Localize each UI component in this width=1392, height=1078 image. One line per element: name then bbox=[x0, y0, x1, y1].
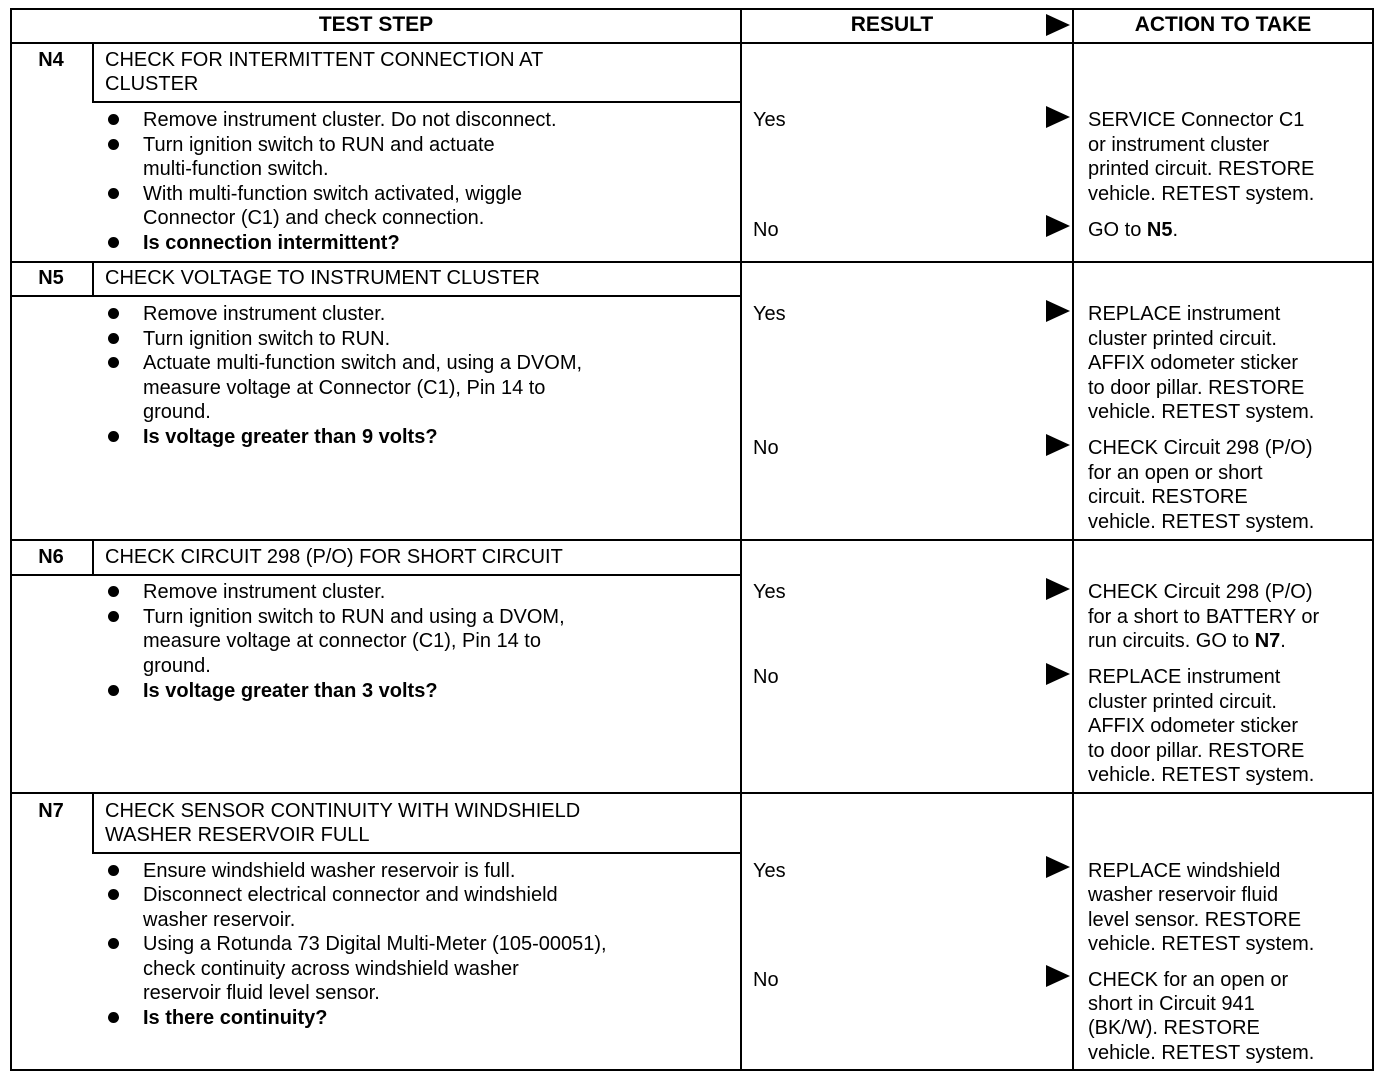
action-text: . bbox=[1280, 630, 1286, 652]
step-id-n7: N7 bbox=[38, 800, 64, 822]
bullet-icon bbox=[108, 237, 119, 248]
step-id-n4: N4 bbox=[38, 49, 64, 71]
stepno-divider-n6 bbox=[92, 539, 94, 576]
result-arrow-icon bbox=[1046, 965, 1070, 987]
stepno-underline-n5 bbox=[10, 295, 742, 297]
action-text: for a short to BATTERY or bbox=[1088, 606, 1320, 628]
result-yes-n4: Yes bbox=[753, 109, 786, 131]
action-text: cluster printed circuit. bbox=[1088, 328, 1277, 350]
action-text: vehicle. RETEST system. bbox=[1088, 401, 1315, 423]
bullet-icon bbox=[108, 1012, 119, 1023]
step-question: Is connection intermittent? bbox=[143, 232, 400, 254]
result-arrow-icon bbox=[1046, 663, 1070, 685]
action-text: CHECK Circuit 298 (P/O) bbox=[1088, 581, 1313, 603]
step-title-n6: CHECK CIRCUIT 298 (P/O) FOR SHORT CIRCUIT bbox=[105, 546, 563, 568]
header-arrow-icon bbox=[1046, 14, 1070, 36]
step-instruction: ground. bbox=[143, 401, 211, 423]
stepno-divider-n5 bbox=[92, 261, 94, 297]
action-text: to door pillar. RESTORE bbox=[1088, 740, 1305, 762]
result-arrow-icon bbox=[1046, 578, 1070, 600]
step-instruction: Using a Rotunda 73 Digital Multi-Meter (105-00051), bbox=[143, 933, 607, 955]
action-text: cluster printed circuit. bbox=[1088, 691, 1277, 713]
result-arrow-icon bbox=[1046, 106, 1070, 128]
action-text: vehicle. RETEST system. bbox=[1088, 511, 1315, 533]
stepno-divider-n7 bbox=[92, 792, 94, 854]
result-arrow-icon bbox=[1046, 300, 1070, 322]
bullet-icon bbox=[108, 188, 119, 199]
action-text: level sensor. RESTORE bbox=[1088, 909, 1302, 931]
step-question: Is there continuity? bbox=[143, 1007, 328, 1029]
action-text: washer reservoir fluid bbox=[1088, 884, 1279, 906]
action-text: GO to bbox=[1088, 219, 1147, 241]
result-arrow-icon bbox=[1046, 856, 1070, 878]
action-goto-n5 bbox=[1088, 218, 1178, 243]
step-instruction: Turn ignition switch to RUN. bbox=[143, 328, 391, 350]
step-title-n5: CHECK VOLTAGE TO INSTRUMENT CLUSTER bbox=[105, 267, 540, 289]
step-instruction: With multi-function switch activated, wiggle bbox=[143, 183, 523, 205]
action-text: vehicle. RETEST system. bbox=[1088, 183, 1315, 205]
result-no-n7: No bbox=[753, 969, 779, 991]
action-text: . bbox=[1172, 219, 1179, 241]
header-test-step: TEST STEP bbox=[318, 13, 434, 36]
bullet-icon bbox=[108, 114, 119, 125]
stepno-divider-n4 bbox=[92, 42, 94, 103]
bullet-icon bbox=[108, 685, 119, 696]
result-no-n4: No bbox=[753, 219, 779, 241]
action-text: CHECK for an open or bbox=[1088, 969, 1289, 991]
step-title-n7-line1: CHECK SENSOR CONTINUITY WITH WINDSHIELD bbox=[105, 800, 581, 822]
bullet-icon bbox=[108, 333, 119, 344]
stepno-underline-n6 bbox=[10, 574, 742, 576]
row-divider-n6 bbox=[10, 539, 1374, 541]
title-underline-n4 bbox=[92, 101, 742, 103]
result-arrow-icon bbox=[1046, 434, 1070, 456]
step-instruction: Turn ignition switch to RUN and using a DVOM, bbox=[143, 606, 565, 628]
action-text: or instrument cluster bbox=[1088, 134, 1270, 156]
step-id-n6: N6 bbox=[38, 546, 64, 568]
row-divider-n5 bbox=[10, 261, 1374, 263]
result-yes-n7: Yes bbox=[753, 860, 786, 882]
step-id-n5: N5 bbox=[38, 267, 64, 289]
title-underline-n7 bbox=[92, 852, 742, 854]
step-instruction: check continuity across windshield washer bbox=[143, 958, 519, 980]
action-text: SERVICE Connector C1 bbox=[1088, 109, 1305, 131]
bullet-icon bbox=[108, 139, 119, 150]
step-instruction: Ensure windshield washer reservoir is full. bbox=[143, 860, 516, 882]
action-text: short in Circuit 941 bbox=[1088, 993, 1255, 1015]
step-question: Is voltage greater than 9 volts? bbox=[143, 426, 438, 448]
action-text: vehicle. RETEST system. bbox=[1088, 764, 1315, 786]
header-divider bbox=[10, 42, 1374, 44]
step-title-n7-line2: WASHER RESERVOIR FULL bbox=[105, 824, 370, 846]
action-text: CHECK Circuit 298 (P/O) bbox=[1088, 437, 1313, 459]
step-question: Is voltage greater than 3 volts? bbox=[143, 680, 438, 702]
action-text: to door pillar. RESTORE bbox=[1088, 377, 1305, 399]
bullet-icon bbox=[108, 865, 119, 876]
step-instruction: Remove instrument cluster. Do not disconnect. bbox=[143, 109, 557, 131]
step-instruction: Disconnect electrical connector and windshield bbox=[143, 884, 558, 906]
step-instruction: measure voltage at connector (C1), Pin 14 to bbox=[143, 630, 541, 652]
header-result: RESULT bbox=[850, 13, 934, 36]
table-border-top bbox=[10, 8, 1374, 10]
result-yes-n6: Yes bbox=[753, 581, 786, 603]
step-instruction: ground. bbox=[143, 655, 211, 677]
goto-step-ref: N7 bbox=[1254, 630, 1281, 652]
action-text: run circuits. GO to bbox=[1088, 630, 1255, 652]
step-instruction: Turn ignition switch to RUN and actuate bbox=[143, 134, 495, 156]
action-text: vehicle. RETEST system. bbox=[1088, 933, 1315, 955]
goto-step-ref: N5 bbox=[1146, 219, 1173, 241]
action-text: circuit. RESTORE bbox=[1088, 486, 1248, 508]
bullet-icon bbox=[108, 586, 119, 597]
bullet-icon bbox=[108, 938, 119, 949]
step-title-n4-line1: CHECK FOR INTERMITTENT CONNECTION AT bbox=[105, 49, 544, 71]
bullet-icon bbox=[108, 308, 119, 319]
row-divider-n7 bbox=[10, 792, 1374, 794]
step-instruction: washer reservoir. bbox=[143, 909, 296, 931]
result-no-n6: No bbox=[753, 666, 779, 688]
bullet-icon bbox=[108, 431, 119, 442]
header-action: ACTION TO TAKE bbox=[1134, 13, 1312, 36]
action-text: printed circuit. RESTORE bbox=[1088, 158, 1315, 180]
result-no-n5: No bbox=[753, 437, 779, 459]
bullet-icon bbox=[108, 889, 119, 900]
step-instruction: Actuate multi-function switch and, using a DVOM, bbox=[143, 352, 583, 374]
result-yes-n5: Yes bbox=[753, 303, 786, 325]
action-text: REPLACE instrument bbox=[1088, 303, 1281, 325]
step-instruction: measure voltage at Connector (C1), Pin 14 to bbox=[143, 377, 546, 399]
action-text: REPLACE windshield bbox=[1088, 860, 1281, 882]
step-instruction: Remove instrument cluster. bbox=[143, 303, 386, 325]
step-instruction: Connector (C1) and check connection. bbox=[143, 207, 485, 229]
result-arrow-icon bbox=[1046, 215, 1070, 237]
action-text: AFFIX odometer sticker bbox=[1088, 352, 1299, 374]
step-instruction: reservoir fluid level sensor. bbox=[143, 982, 380, 1004]
action-text: AFFIX odometer sticker bbox=[1088, 715, 1299, 737]
action-text: vehicle. RETEST system. bbox=[1088, 1042, 1315, 1064]
step-instruction: multi-function switch. bbox=[143, 158, 329, 180]
step-instruction: Remove instrument cluster. bbox=[143, 581, 386, 603]
bullet-icon bbox=[108, 611, 119, 622]
table-border-bottom bbox=[10, 1069, 1374, 1071]
action-text: (BK/W). RESTORE bbox=[1088, 1017, 1260, 1039]
bullet-icon bbox=[108, 357, 119, 368]
action-text: REPLACE instrument bbox=[1088, 666, 1281, 688]
step-title-n4-line2: CLUSTER bbox=[105, 73, 199, 95]
action-text: for an open or short bbox=[1088, 462, 1263, 484]
action-goto-n7 bbox=[1088, 629, 1286, 654]
